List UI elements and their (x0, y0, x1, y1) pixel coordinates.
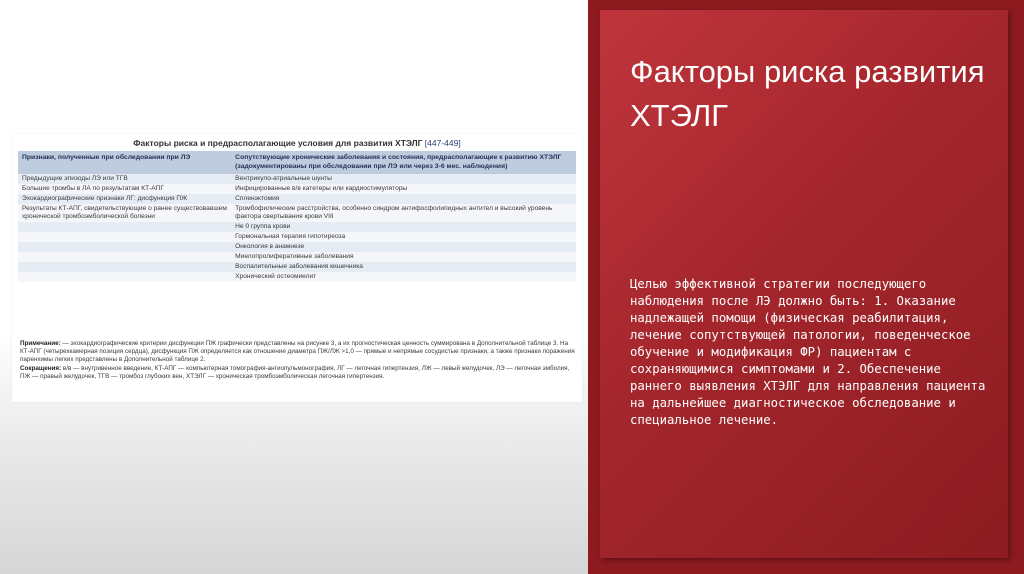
right-panel (588, 0, 1024, 574)
table-caption-main: Факторы риска и предрасполагающие условия для развития ХТЭЛГ (133, 138, 423, 148)
table-row (18, 174, 576, 184)
table-cell-left (18, 272, 231, 282)
table-cell-left (18, 242, 231, 252)
table-row (18, 272, 576, 282)
table-row (18, 194, 576, 204)
table-note (20, 340, 576, 365)
right-panel-card (600, 10, 1008, 558)
table-row (18, 222, 576, 232)
table-notes (20, 340, 576, 381)
table-header-left: Признаки, полученные при обследовании при ЛЭ (18, 151, 231, 174)
table-header-row (18, 151, 576, 174)
table-header-right: Сопутствующие хронические заболевания и состояния, предрасполагающие к развитию ХТЭЛГ (задокументированы при обследовании при ЛЭ или через 3-6 мес. наблюдения) (231, 151, 576, 174)
table-cell-left: Предыдущие эпизоды ЛЭ или ТГВ (18, 174, 231, 184)
table-cell-left: Результаты КТ-АПГ, свидетельствующие о ранее существовавшем хронической тромбоэмболической болезни (18, 204, 231, 222)
table-row (18, 262, 576, 272)
table-caption-ref: [447-449] (424, 138, 461, 148)
table-row (18, 232, 576, 242)
table-row (18, 242, 576, 252)
note-text: — эхокардиографические критерии дисфункции ПЖ графически представлены на рисунке 3, а их прогностическая ценность суммирована в Дополнительной таблице 3. На КТ-АПГ (четырехкамерная позиция сердца), дисфункция ПЖ определяется как отношение диаметра ПЖ/ЛЖ >1,0 — прямые и непрямые сосудистые признаки, а также признаки поражения паренхимы легких представлены в Дополнительной таблице 2. (20, 340, 575, 364)
note-label: Примечание: (20, 340, 61, 347)
abbreviations-label: Сокращения: (20, 364, 62, 372)
table-row (18, 184, 576, 194)
table-cell-right: Тромбофилические расстройства, особенно синдром антифосфолипидных антител и высокий уровень фактора свертывания крови VIII (231, 204, 576, 222)
risk-factors-table (18, 151, 576, 282)
table-cell-left (18, 232, 231, 242)
table-cell-right: Спленэктомия (231, 194, 576, 204)
table-cell-right: Миелопролиферативные заболевания (231, 252, 576, 262)
table-caption (12, 138, 582, 148)
table-cell-left: Эхокардиографические признаки ЛГ: дисфункция ПЖ (18, 194, 231, 204)
table-cell-right: Гормональная терапия гипотиреоза (231, 232, 576, 242)
table-row (18, 252, 576, 262)
risk-factors-table-image (12, 134, 582, 402)
table-cell-left (18, 222, 231, 232)
table-cell-right: Не 0 группа крови (231, 222, 576, 232)
table-cell-right: Вентрикуло-атриальные шунты (231, 174, 576, 184)
table-cell-left (18, 252, 231, 262)
table-row (18, 204, 576, 222)
table-cell-right: Инфицированные в/в катетеры или кардиостимуляторы (231, 184, 576, 194)
table-cell-right: Воспалительные заболевания кишечника (231, 262, 576, 272)
table-cell-right: Онкология в анамнезе (231, 242, 576, 252)
table-abbreviations (20, 365, 576, 381)
slide-title: Факторы риска развития ХТЭЛГ (630, 54, 985, 133)
table-cell-left (18, 262, 231, 272)
table-cell-left: Большие тромбы в ЛА по результатам КТ-АПГ (18, 184, 231, 194)
abbreviations-text: в/в — внутривенное введение, КТ-АПГ — компьютерная томография-ангиопульмонография, ЛГ — легочная гипертензия, ЛЖ — левый желудочек, ЛЭ — легочная эмболия, ПЖ — правый желудочек, ТГВ — тромбоз глубоких вен, ХТЭЛГ — хроническая тромбоэмболическая легочная гипертензия. (20, 364, 570, 380)
slide-body-text: Целью эффективной стратегии последующего наблюдения после ЛЭ должно быть: 1. Оказание надлежащей помощи (физическая реабилитация, лечение сопутствующей патологии, поведенческое обучение и модификация ФР) пациентам с сохраняющимися симптомами и 2. Обеспечение раннего выявления ХТЭЛГ для направления пациента на дальнейшее диагностическое обследование и специальное лечение. (630, 277, 986, 427)
table-cell-right: Хронический остеомиелит (231, 272, 576, 282)
